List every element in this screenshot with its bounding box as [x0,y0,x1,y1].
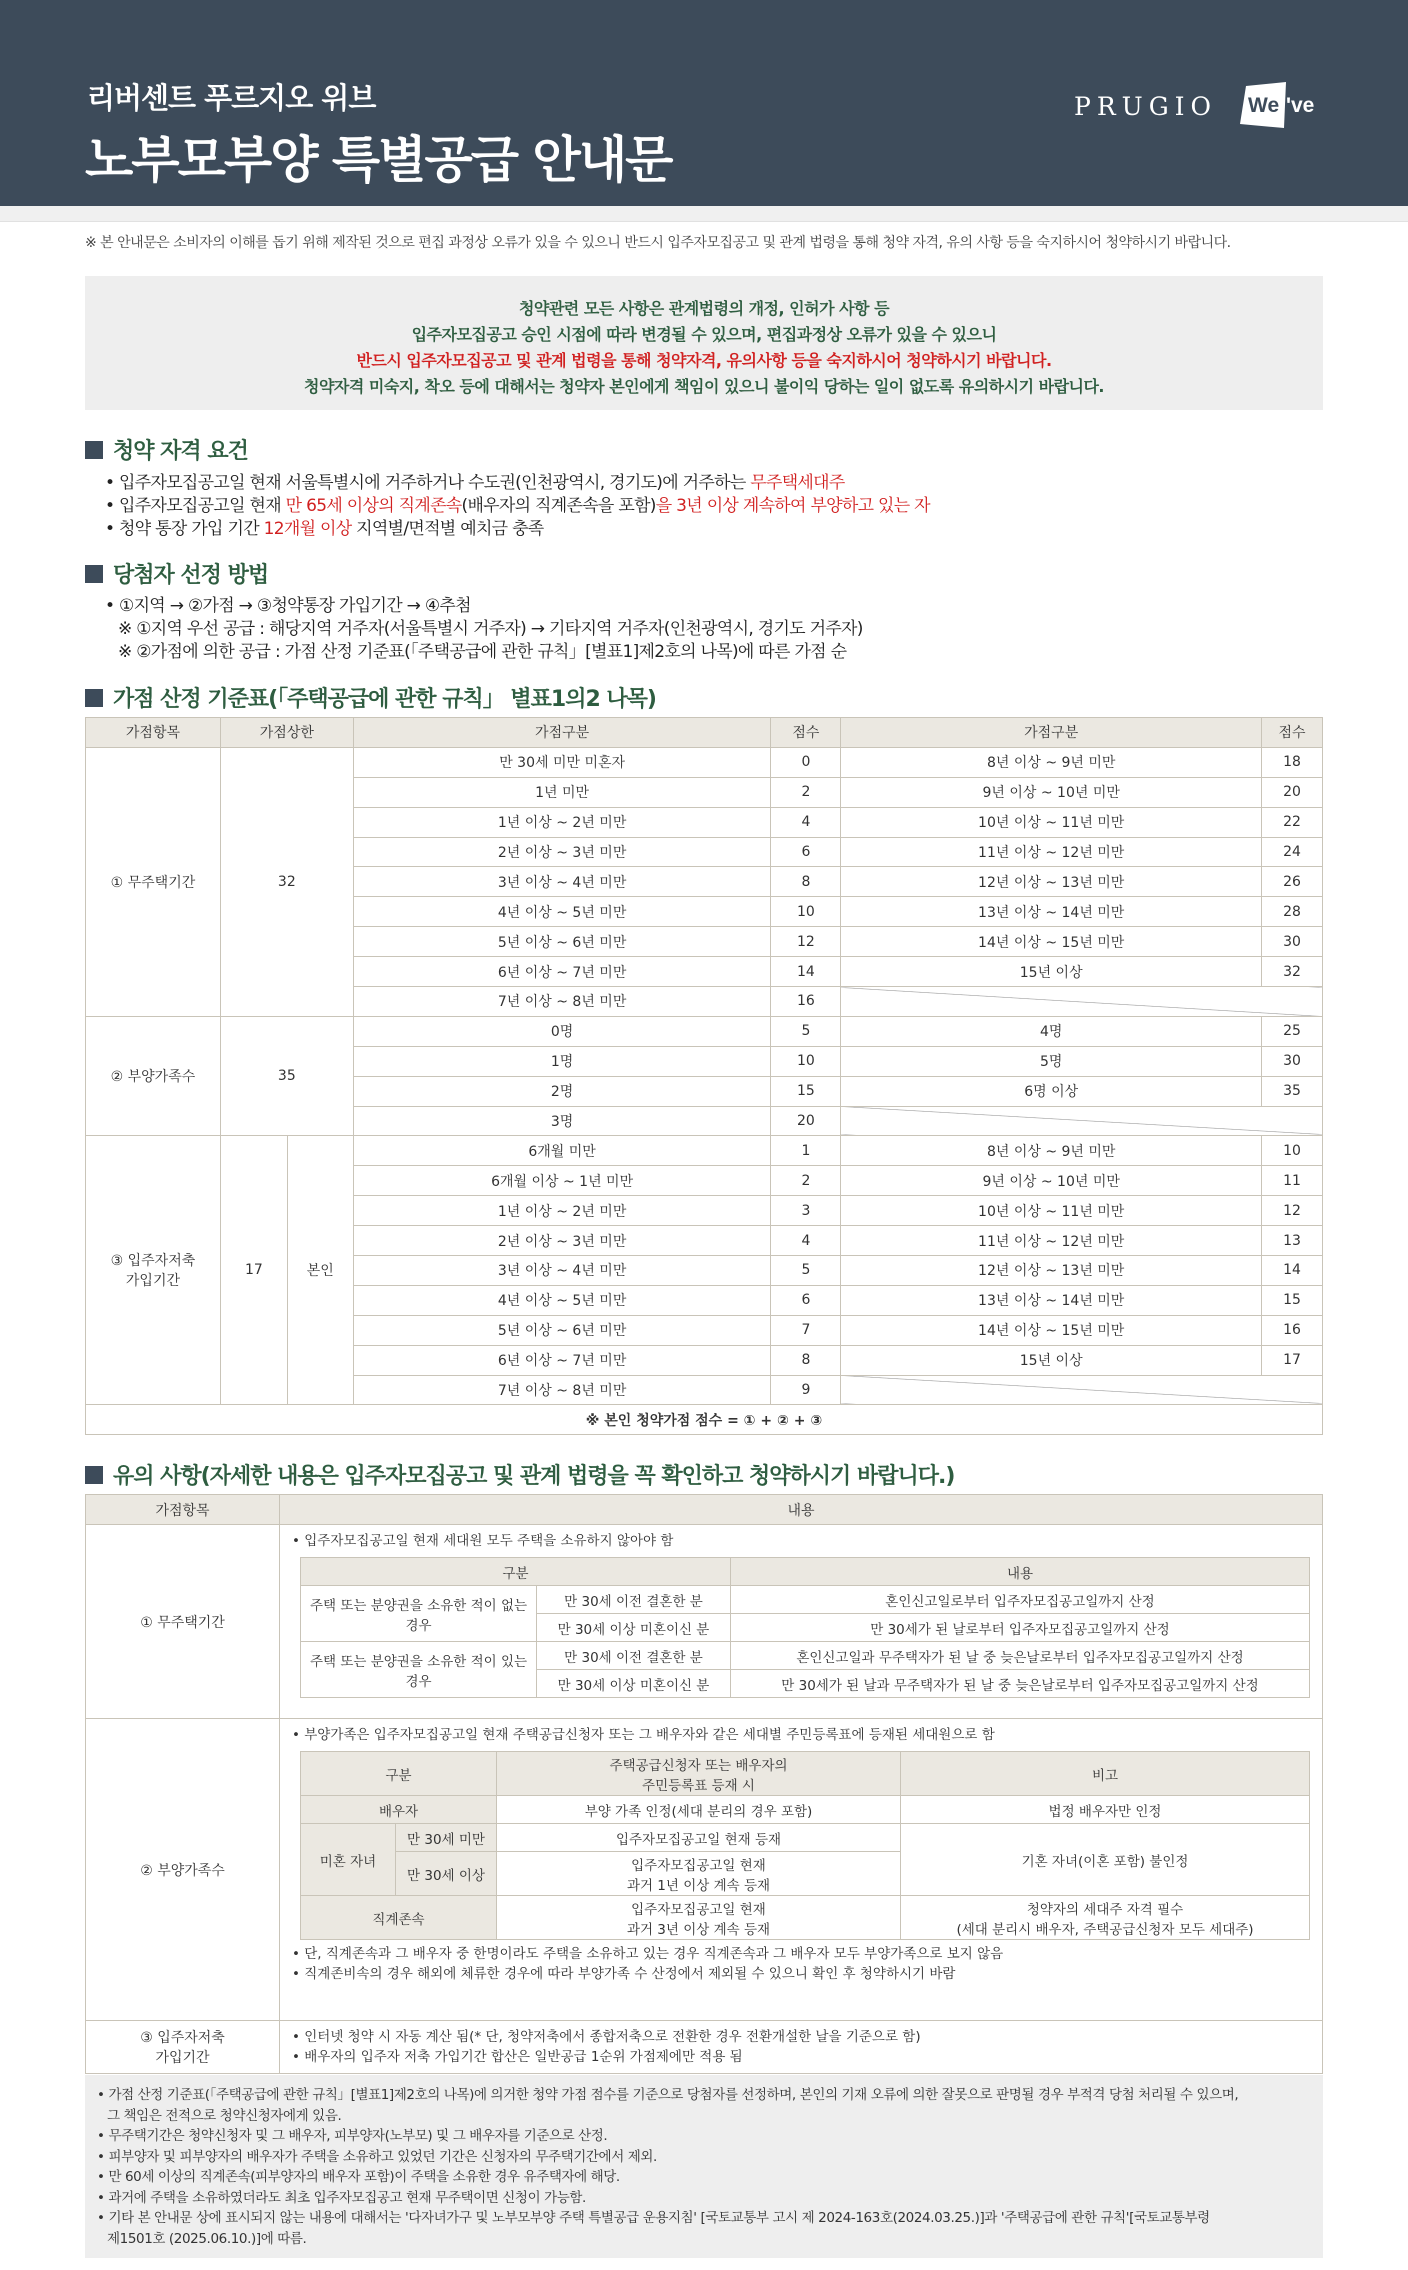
criterion-cell: 5년 이상 ~ 6년 미만 [353,927,771,957]
criterion-cell: 3년 이상 ~ 4년 미만 [353,1256,771,1286]
score-cell: 15 [1262,1285,1323,1315]
table-row [86,1016,1323,1046]
page-subtitle: 리버센트 푸르지오 위브 [87,81,376,115]
footer-line: 그 책임은 전적으로 청약신청자에게 있음. [107,2107,342,2124]
col-header: 가점상한 [220,718,353,748]
criterion-cell: 3년 이상 ~ 4년 미만 [353,867,771,897]
square-bullet-icon [85,689,103,707]
footer-line: • 기타 본 안내문 상에 표시되지 않는 내용에 대해서는 '다자녀가구 및 노부모부양 주택 특별공급 운용지침' [국토교통부 고시 제 2024-163호(2024.03.25.)]과 '주택공급에 관한 규칙'[국토교통부령 [97,2210,1210,2226]
max-points: 17 [220,1136,287,1405]
homeless-content [280,1525,1323,1719]
square-bullet-icon [85,441,103,459]
row-label: ③ 입주자저축 가입기간 [86,2021,280,2074]
criterion-cell: 8년 이상 ~ 9년 미만 [841,747,1262,777]
row-label: ③ 입주자저축 가입기간 [86,1136,221,1405]
cell: 만 30세 이전 결혼한 분 [537,1642,731,1670]
score-cell: 7 [771,1315,841,1345]
points-table [85,717,1323,1435]
footer-line: 제1501호 (2025.06.10.)]에 따름. [107,2230,307,2247]
col-header: 가점구분 [841,718,1262,748]
sub-header: 구분 [301,1558,731,1586]
row-label: ① 무주택기간 [86,747,221,1016]
footer-line: • 과거에 주택을 소유하였더라도 최초 입주자모집공고 현재 무주택이면 신청이 가능함. [97,2189,586,2206]
score-cell: 0 [771,747,841,777]
score-cell: 26 [1262,867,1323,897]
score-cell: 14 [771,957,841,987]
cell: 직계존속 [301,1896,497,1940]
score-cell: 5 [771,1016,841,1046]
points-heading: 가점 산정 기준표(「주택공급에 관한 규칙」 별표1의2 나목) [85,682,656,713]
cell: 입주자모집공고일 현재 과거 1년 이상 계속 등재 [497,1852,901,1896]
criterion-cell: 11년 이상 ~ 12년 미만 [841,1226,1262,1256]
content-line: • 직계존비속의 경우 해외에 체류한 경우에 따라 부양가족 수 산정에서 제외될 수 있으니 확인 후 청약하시기 바람 [292,1966,956,1982]
sub-header: 내용 [731,1558,1310,1586]
cell: 미혼 자녀 [301,1824,396,1896]
score-cell: 16 [1262,1315,1323,1345]
score-cell: 30 [1262,1046,1323,1076]
criterion-cell: 7년 이상 ~ 8년 미만 [353,987,771,1017]
score-cell: 32 [1262,957,1323,987]
score-cell: 35 [1262,1076,1323,1106]
col-header: 내용 [280,1495,1323,1525]
qualification-bullet: • 입주자모집공고일 현재 만 65세 이상의 직계존속(배우자의 직계존속을 포함)을 3년 이상 계속하여 부양하고 있는 자 [105,496,930,516]
cell: 만 30세 이전 결혼한 분 [537,1586,731,1614]
square-bullet-icon [85,565,103,583]
cell: 부양 가족 인정(세대 분리의 경우 포함) [497,1796,901,1824]
warning-line: 청약관련 모든 사항은 관계법령의 개정, 인허가 사항 등 [518,299,890,318]
score-cell: 8 [771,1345,841,1375]
cell: 만 30세 이상 미혼이신 분 [537,1670,731,1698]
warning-line: 입주자모집공고 승인 시점에 따라 변경될 수 있으며, 편집과정상 오류가 있을 수 있으니 [411,325,997,344]
cell: 청약자의 세대주 자격 필수 (세대 분리시 배우자, 주택공급신청자 모두 세대주) [901,1896,1310,1940]
prugio-logo: PRUGIO [1074,92,1218,121]
score-cell: 9 [771,1375,841,1405]
top-notice: ※ 본 안내문은 소비자의 이해를 돕기 위해 제작된 것으로 편집 과정상 오류가 있을 수 있으니 반드시 입주자모집공고 및 관계 법령을 통해 청약 자격, 유의 사항 등을 숙지하시어 청약하시기 바랍니다. [85,235,1231,251]
score-cell: 25 [1262,1016,1323,1046]
score-cell: 14 [1262,1256,1323,1286]
score-cell: 30 [1262,927,1323,957]
criterion-cell: 6년 이상 ~ 7년 미만 [353,1345,771,1375]
sub-header: 구분 [301,1752,497,1796]
score-cell: 12 [1262,1196,1323,1226]
cell: 기혼 자녀(이혼 포함) 불인정 [901,1824,1310,1896]
header-divider [0,206,1408,222]
score-cell: 20 [1262,777,1323,807]
criterion-cell: 1명 [353,1046,771,1076]
footer-line: • 피부양자 및 피부양자의 배우자가 주택을 소유하고 있었던 기간은 신청자의 무주택기간에서 제외. [97,2148,657,2165]
criterion-cell: 8년 이상 ~ 9년 미만 [841,1136,1262,1166]
table-row [86,1136,1323,1166]
criterion-cell: 2년 이상 ~ 3년 미만 [353,1226,771,1256]
criterion-cell: 4년 이상 ~ 5년 미만 [353,897,771,927]
sub-header: 주택공급신청자 또는 배우자의 주민등록표 등재 시 [497,1752,901,1796]
total-formula: ※ 본인 청약가점 점수 = ① + ② + ③ [86,1405,1323,1435]
content-line: • 인터넷 청약 시 자동 계산 됨(* 단, 청약저축에서 종합저축으로 전환한 경우 전환개설한 날을 기준으로 함) [292,2029,921,2045]
criterion-cell: 2년 이상 ~ 3년 미만 [353,837,771,867]
score-cell: 10 [771,897,841,927]
criterion-cell: 7년 이상 ~ 8년 미만 [353,1375,771,1405]
criterion-cell: 0명 [353,1016,771,1046]
cell: 입주자모집공고일 현재 과거 3년 이상 계속 등재 [497,1896,901,1940]
criterion-cell: 만 30세 미만 미혼자 [353,747,771,777]
qualification-bullet: • 청약 통장 가입 기간 12개월 이상 지역별/면적별 예치금 충족 [105,519,544,539]
footer-line: • 무주택기간은 청약신청자 및 그 배우자, 피부양자(노부모) 및 그 배우자를 기준으로 산정. [97,2128,608,2144]
criterion-cell: 9년 이상 ~ 10년 미만 [841,1166,1262,1196]
col-header: 가점항목 [86,1495,280,1525]
criterion-cell: 1년 이상 ~ 2년 미만 [353,1196,771,1226]
dependents-content [280,1719,1323,2021]
score-cell: 17 [1262,1345,1323,1375]
criterion-cell: 12년 이상 ~ 13년 미만 [841,867,1262,897]
score-cell: 10 [1262,1136,1323,1166]
criterion-cell: 1년 이상 ~ 2년 미만 [353,807,771,837]
score-cell: 3 [771,1196,841,1226]
cell: 혼인신고일로부터 입주자모집공고일까지 산정 [731,1586,1310,1614]
empty-cell [841,1106,1323,1136]
cell: 입주자모집공고일 현재 등재 [497,1824,901,1852]
criterion-cell: 5년 이상 ~ 6년 미만 [353,1315,771,1345]
criterion-cell: 15년 이상 [841,957,1262,987]
warning-line-red: 반드시 입주자모집공고 및 관계 법령을 통해 청약자격, 유의사항 등을 숙지하시어 청약하시기 바랍니다. [356,351,1052,370]
footer-line: • 가점 산정 기준표(「주택공급에 관한 규칙」[별표1]제2호의 나목)에 의거한 청약 가점 점수를 기준으로 당첨자를 선정하며, 본인의 기재 오류에 의한 잘못으로 판명될 경우 부적격 당첨 처리될 수 있으며, [97,2087,1239,2103]
content-line: • 부양가족은 입주자모집공고일 현재 주택공급신청자 또는 그 배우자와 같은 세대별 주민등록표에 등재된 세대원으로 함 [292,1727,995,1743]
sub-header: 비고 [901,1752,1310,1796]
cell: 만 30세 이상 미혼이신 분 [537,1614,731,1642]
svg-text:We: We [1248,94,1280,117]
row-label: ② 부양가족수 [86,1719,280,2021]
warning-line: 청약자격 미숙지, 착오 등에 대해서는 청약자 본인에게 책임이 있으니 불이익 당하는 일이 없도록 유의하시기 바랍니다. [303,377,1105,396]
cautions-table [85,1494,1323,2074]
score-cell: 8 [771,867,841,897]
score-cell: 13 [1262,1226,1323,1256]
group-label: 주택 또는 분양권을 소유한 적이 있는 경우 [301,1642,537,1698]
criterion-cell: 6명 이상 [841,1076,1262,1106]
score-cell: 4 [771,1226,841,1256]
header-banner [0,0,1408,206]
footer-notes [85,2075,1323,2258]
score-cell: 6 [771,1285,841,1315]
page-title: 노부모부양 특별공급 안내문 [85,131,672,189]
content-line: • 단, 직계존속과 그 배우자 중 한명이라도 주택을 소유하고 있는 경우 직계존속과 그 배우자 모두 부양가족으로 보지 않음 [292,1946,1004,1962]
criterion-cell: 1년 미만 [353,777,771,807]
group-label: 주택 또는 분양권을 소유한 적이 없는 경우 [301,1586,537,1642]
dependents-subtable [300,1751,1310,1940]
qualification-heading: 청약 자격 요건 [85,434,248,465]
score-cell: 6 [771,837,841,867]
cell: 법정 배우자만 인정 [901,1796,1310,1824]
selection-note: ※ ①지역 우선 공급 : 해당지역 거주자(서울특별시 거주자) → 기타지역 거주자(인천광역시, 경기도 거주자) [118,619,863,639]
cautions-heading: 유의 사항(자세한 내용은 입주자모집공고 및 관계 법령을 꼭 확인하고 청약하시기 바랍니다.) [85,1459,954,1490]
criterion-cell: 15년 이상 [841,1345,1262,1375]
criterion-cell: 13년 이상 ~ 14년 미만 [841,897,1262,927]
score-cell: 11 [1262,1166,1323,1196]
selection-heading: 당첨자 선정 방법 [85,558,268,589]
cell: 만 30세 미만 [396,1824,497,1852]
weve-logo [1240,82,1328,128]
score-cell: 12 [771,927,841,957]
score-cell: 10 [771,1046,841,1076]
total-row [86,1405,1323,1435]
criterion-cell: 12년 이상 ~ 13년 미만 [841,1256,1262,1286]
cell: 만 30세가 된 날과 무주택자가 된 날 중 늦은날로부터 입주자모집공고일까지 산정 [731,1670,1310,1698]
empty-cell [841,987,1323,1017]
empty-cell [841,1375,1323,1405]
criterion-cell: 10년 이상 ~ 11년 미만 [841,1196,1262,1226]
svg-text:'ve: 've [1286,94,1315,117]
row-label: ② 부양가족수 [86,1016,221,1136]
criterion-cell: 14년 이상 ~ 15년 미만 [841,927,1262,957]
col-header: 점수 [1262,718,1323,748]
score-cell: 24 [1262,837,1323,867]
criterion-cell: 5명 [841,1046,1262,1076]
selection-note: ※ ②가점에 의한 공급 : 가점 산정 기준표(「주택공급에 관한 규칙」[별표1]제2호의 나목)에 따른 가점 순 [118,642,847,662]
score-cell: 4 [771,807,841,837]
criterion-cell: 6년 이상 ~ 7년 미만 [353,957,771,987]
criterion-cell: 9년 이상 ~ 10년 미만 [841,777,1262,807]
row-label: ① 무주택기간 [86,1525,280,1719]
criterion-cell: 6개월 미만 [353,1136,771,1166]
score-cell: 16 [771,987,841,1017]
col-header: 가점항목 [86,718,221,748]
col-header: 점수 [771,718,841,748]
score-cell: 1 [771,1136,841,1166]
score-cell: 28 [1262,897,1323,927]
qualification-bullet: • 입주자모집공고일 현재 서울특별시에 거주하거나 수도권(인천광역시, 경기도)에 거주하는 무주택세대주 [105,473,845,493]
score-cell: 15 [771,1076,841,1106]
warning-box [85,276,1323,410]
square-bullet-icon [85,1466,103,1484]
max-points: 32 [220,747,353,1016]
score-cell: 22 [1262,807,1323,837]
criterion-cell: 10년 이상 ~ 11년 미만 [841,807,1262,837]
selection-line: • ①지역 → ②가점 → ③청약통장 가입기간 → ④추첨 [105,596,471,616]
criterion-cell: 6개월 이상 ~ 1년 미만 [353,1166,771,1196]
criterion-cell: 3명 [353,1106,771,1136]
score-cell: 20 [771,1106,841,1136]
criterion-cell: 4년 이상 ~ 5년 미만 [353,1285,771,1315]
score-cell: 5 [771,1256,841,1286]
criterion-cell: 13년 이상 ~ 14년 미만 [841,1285,1262,1315]
footer-line: • 만 60세 이상의 직계존속(피부양자의 배우자 포함)이 주택을 소유한 경우 유주택자에 해당. [97,2169,620,2185]
cell: 만 30세 이상 [396,1852,497,1896]
criterion-cell: 2명 [353,1076,771,1106]
cell: 배우자 [301,1796,497,1824]
content-line-red: • 배우자의 입주자 저축 가입기간 합산은 일반공급 1순위 가점제에만 적용 됨 [292,2049,743,2065]
criterion-cell: 4명 [841,1016,1262,1046]
score-cell: 2 [771,1166,841,1196]
col-header: 가점구분 [353,718,771,748]
cell: 만 30세가 된 날로부터 입주자모집공고일까지 산정 [731,1614,1310,1642]
score-cell: 2 [771,777,841,807]
homeless-subtable [300,1557,1310,1698]
cell: 혼인신고일과 무주택자가 된 날 중 늦은날로부터 입주자모집공고일까지 산정 [731,1642,1310,1670]
account-content [280,2021,1323,2074]
max-points: 35 [220,1016,353,1136]
criterion-cell: 14년 이상 ~ 15년 미만 [841,1315,1262,1345]
table-row [86,747,1323,777]
content-line: • 입주자모집공고일 현재 세대원 모두 주택을 소유하지 않아야 함 [292,1533,674,1549]
criterion-cell: 11년 이상 ~ 12년 미만 [841,837,1262,867]
score-cell: 18 [1262,747,1323,777]
applicant-label: 본인 [287,1136,353,1405]
